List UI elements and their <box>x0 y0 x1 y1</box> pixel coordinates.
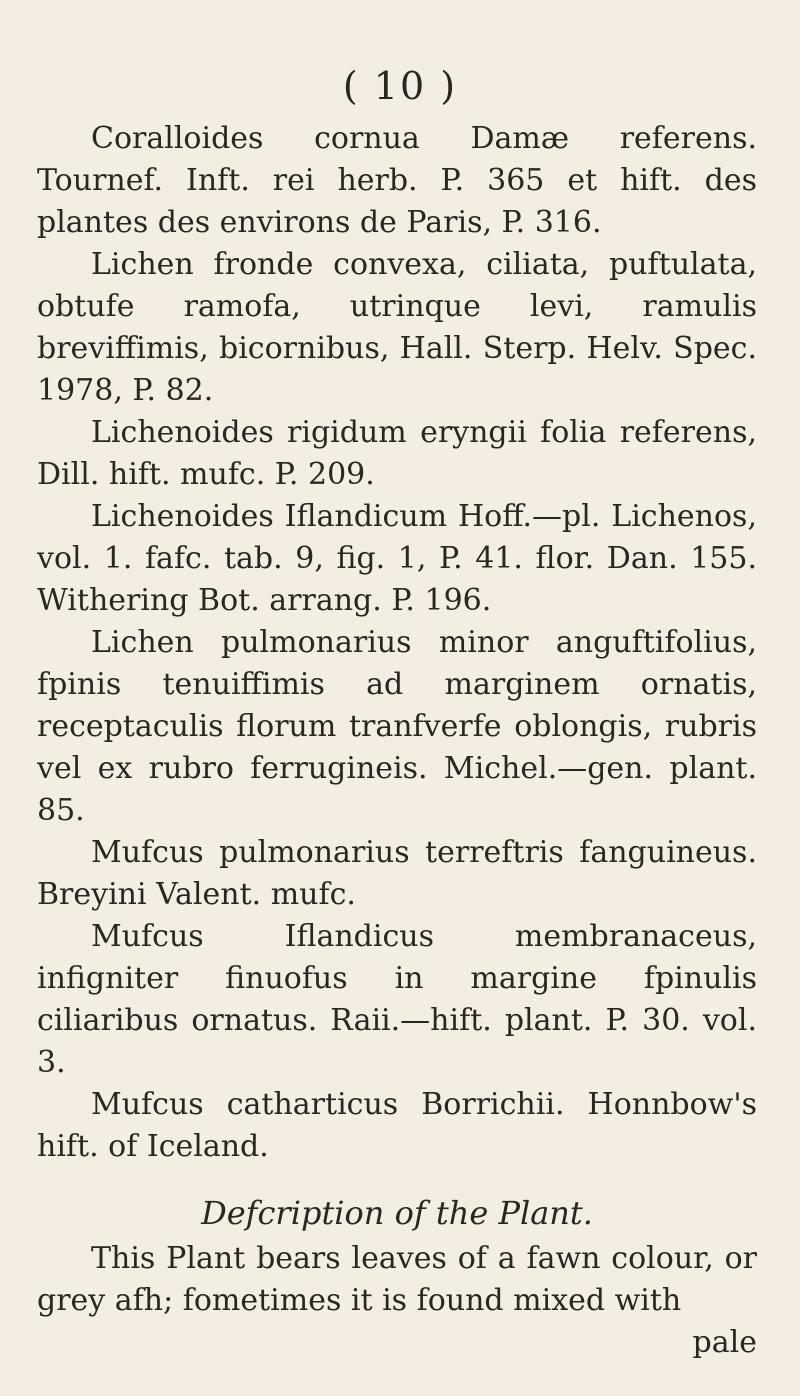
synonym-muscus-pulmonarius: Mufcus pulmonarius terreftris fanguineus. Breyini Valent. mufc. <box>37 835 757 912</box>
synonym-muscus-islandicus: Mufcus Iflandicus membranaceus, infigniter finuofus in margine fpinulis ciliaribus ornatus. Raii.—hift. plant. P. 30. vol. 3. <box>37 919 757 1080</box>
description-paragraph: This Plant bears leaves of a fawn colour, or grey afh; fometimes it is found mixed with <box>37 1241 757 1318</box>
page-number: ( 10 ) <box>342 64 458 108</box>
page-body <box>37 118 757 1364</box>
catchword: pale <box>692 1325 757 1360</box>
section-heading: Defcription of the Plant. <box>201 1194 593 1232</box>
synonym-muscus-catharticus: Mufcus catharticus Borrichii. Honnbow's hift. of Iceland. <box>37 1087 757 1164</box>
synonym-lichenoides-islandicum: Lichenoides Iflandicum Hoff.—pl. Lichenos, vol. 1. fafc. tab. 9, fig. 1, P. 41. flor. Dan. 155. Withering Bot. arrang. P. 196. <box>37 499 757 618</box>
synonym-lichen-fronde: Lichen fronde convexa, ciliata, puftulata, obtufe ramofa, utrinque levi, ramulis breviffimis, bicornibus, Hall. Sterp. Helv. Spec. 1978, P. 82. <box>37 247 757 408</box>
synonym-lichenoides-rigidum: Lichenoides rigidum eryngii folia referens, Dill. hift. mufc. P. 209. <box>37 415 757 492</box>
synonym-coralloides: Coralloides cornua Damæ referens. Tournef. Inft. rei herb. P. 365 et hift. des plantes des environs de Paris, P. 316. <box>37 121 757 240</box>
synonym-lichen-pulmonarius: Lichen pulmonarius minor anguftifolius, fpinis tenuiffimis ad marginem ornatis, receptaculis florum tranfverfe oblongis, rubris vel ex rubro ferrugineis. Michel.—gen. plant. 85. <box>37 625 757 828</box>
